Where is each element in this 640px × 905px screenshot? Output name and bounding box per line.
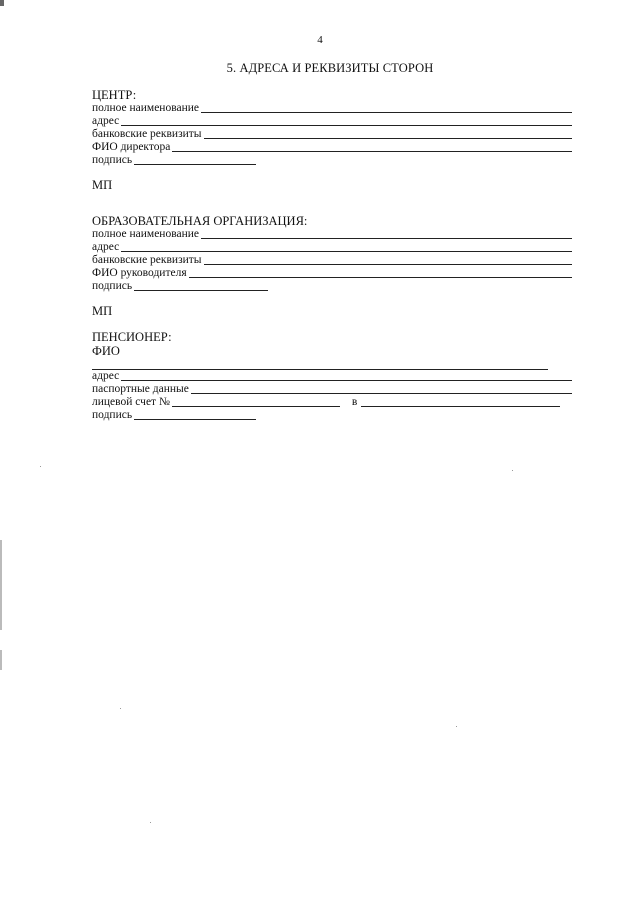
school-signature-row bbox=[92, 280, 572, 293]
scan-edge-mark bbox=[0, 650, 2, 670]
school-address-line[interactable] bbox=[121, 250, 572, 252]
school-bank-label: банковские реквизиты bbox=[92, 254, 202, 266]
center-address-row bbox=[92, 115, 572, 128]
pensioner-block bbox=[92, 330, 572, 358]
pensioner-address-label: адрес bbox=[92, 370, 120, 382]
center-block bbox=[92, 88, 572, 167]
pensioner-passport-row bbox=[92, 383, 572, 396]
school-bank-line[interactable] bbox=[204, 263, 572, 265]
pensioner-address-line[interactable] bbox=[121, 379, 572, 381]
center-director-line[interactable] bbox=[172, 150, 572, 152]
pensioner-signature-row bbox=[92, 409, 572, 422]
school-address-row bbox=[92, 241, 572, 254]
school-head-label: ФИО руководителя bbox=[92, 267, 187, 279]
scan-speck bbox=[150, 822, 151, 823]
scan-speck bbox=[456, 726, 457, 727]
pensioner-account-in-label: в bbox=[351, 396, 358, 408]
center-signature-label: подпись bbox=[92, 154, 133, 166]
pensioner-address-row bbox=[92, 370, 572, 383]
school-bank-row bbox=[92, 254, 572, 267]
school-full-name-label: полное наименование bbox=[92, 228, 200, 240]
center-full-name-label: полное наименование bbox=[92, 102, 200, 114]
center-stamp: МП bbox=[92, 178, 113, 192]
center-address-label: адрес bbox=[92, 115, 120, 127]
school-signature-label: подпись bbox=[92, 280, 133, 292]
scan-speck bbox=[40, 466, 41, 467]
center-full-name-row bbox=[92, 102, 572, 115]
center-director-row bbox=[92, 141, 572, 154]
school-full-name-line[interactable] bbox=[201, 237, 572, 239]
scan-speck bbox=[120, 708, 121, 709]
pensioner-account-line[interactable] bbox=[172, 405, 340, 407]
pensioner-account-row bbox=[92, 396, 572, 409]
pensioner-signature-line[interactable] bbox=[134, 418, 256, 420]
scan-speck bbox=[512, 470, 513, 471]
pensioner-bank-line[interactable] bbox=[361, 405, 560, 407]
center-address-line[interactable] bbox=[121, 124, 572, 126]
scan-edge-mark bbox=[0, 0, 4, 6]
pensioner-fields bbox=[92, 370, 572, 422]
center-heading: ЦЕНТР: bbox=[92, 88, 137, 102]
scan-edge-mark bbox=[0, 540, 2, 630]
center-bank-line[interactable] bbox=[204, 137, 572, 139]
school-head-line[interactable] bbox=[189, 276, 572, 278]
school-signature-line[interactable] bbox=[134, 289, 268, 291]
center-signature-row bbox=[92, 154, 572, 167]
school-block bbox=[92, 214, 572, 293]
school-head-row bbox=[92, 267, 572, 280]
pensioner-account-label: лицевой счет № bbox=[92, 396, 170, 408]
pensioner-fio-label: ФИО bbox=[92, 344, 120, 358]
center-bank-label: банковские реквизиты bbox=[92, 128, 202, 140]
page-number: 4 bbox=[317, 34, 323, 46]
pensioner-passport-line[interactable] bbox=[191, 392, 572, 394]
center-signature-line[interactable] bbox=[134, 163, 256, 165]
school-full-name-row bbox=[92, 228, 572, 241]
school-heading: ОБРАЗОВАТЕЛЬНАЯ ОРГАНИЗАЦИЯ: bbox=[92, 214, 308, 228]
pensioner-heading: ПЕНСИОНЕР: bbox=[92, 330, 172, 344]
center-bank-row bbox=[92, 128, 572, 141]
school-address-label: адрес bbox=[92, 241, 120, 253]
school-stamp: МП bbox=[92, 304, 113, 318]
center-full-name-line[interactable] bbox=[201, 111, 572, 113]
center-director-label: ФИО директора bbox=[92, 141, 171, 153]
section-title: 5. АДРЕСА И РЕКВИЗИТЫ СТОРОН bbox=[226, 61, 434, 75]
pensioner-passport-label: паспортные данные bbox=[92, 383, 189, 395]
pensioner-signature-label: подпись bbox=[92, 409, 133, 421]
